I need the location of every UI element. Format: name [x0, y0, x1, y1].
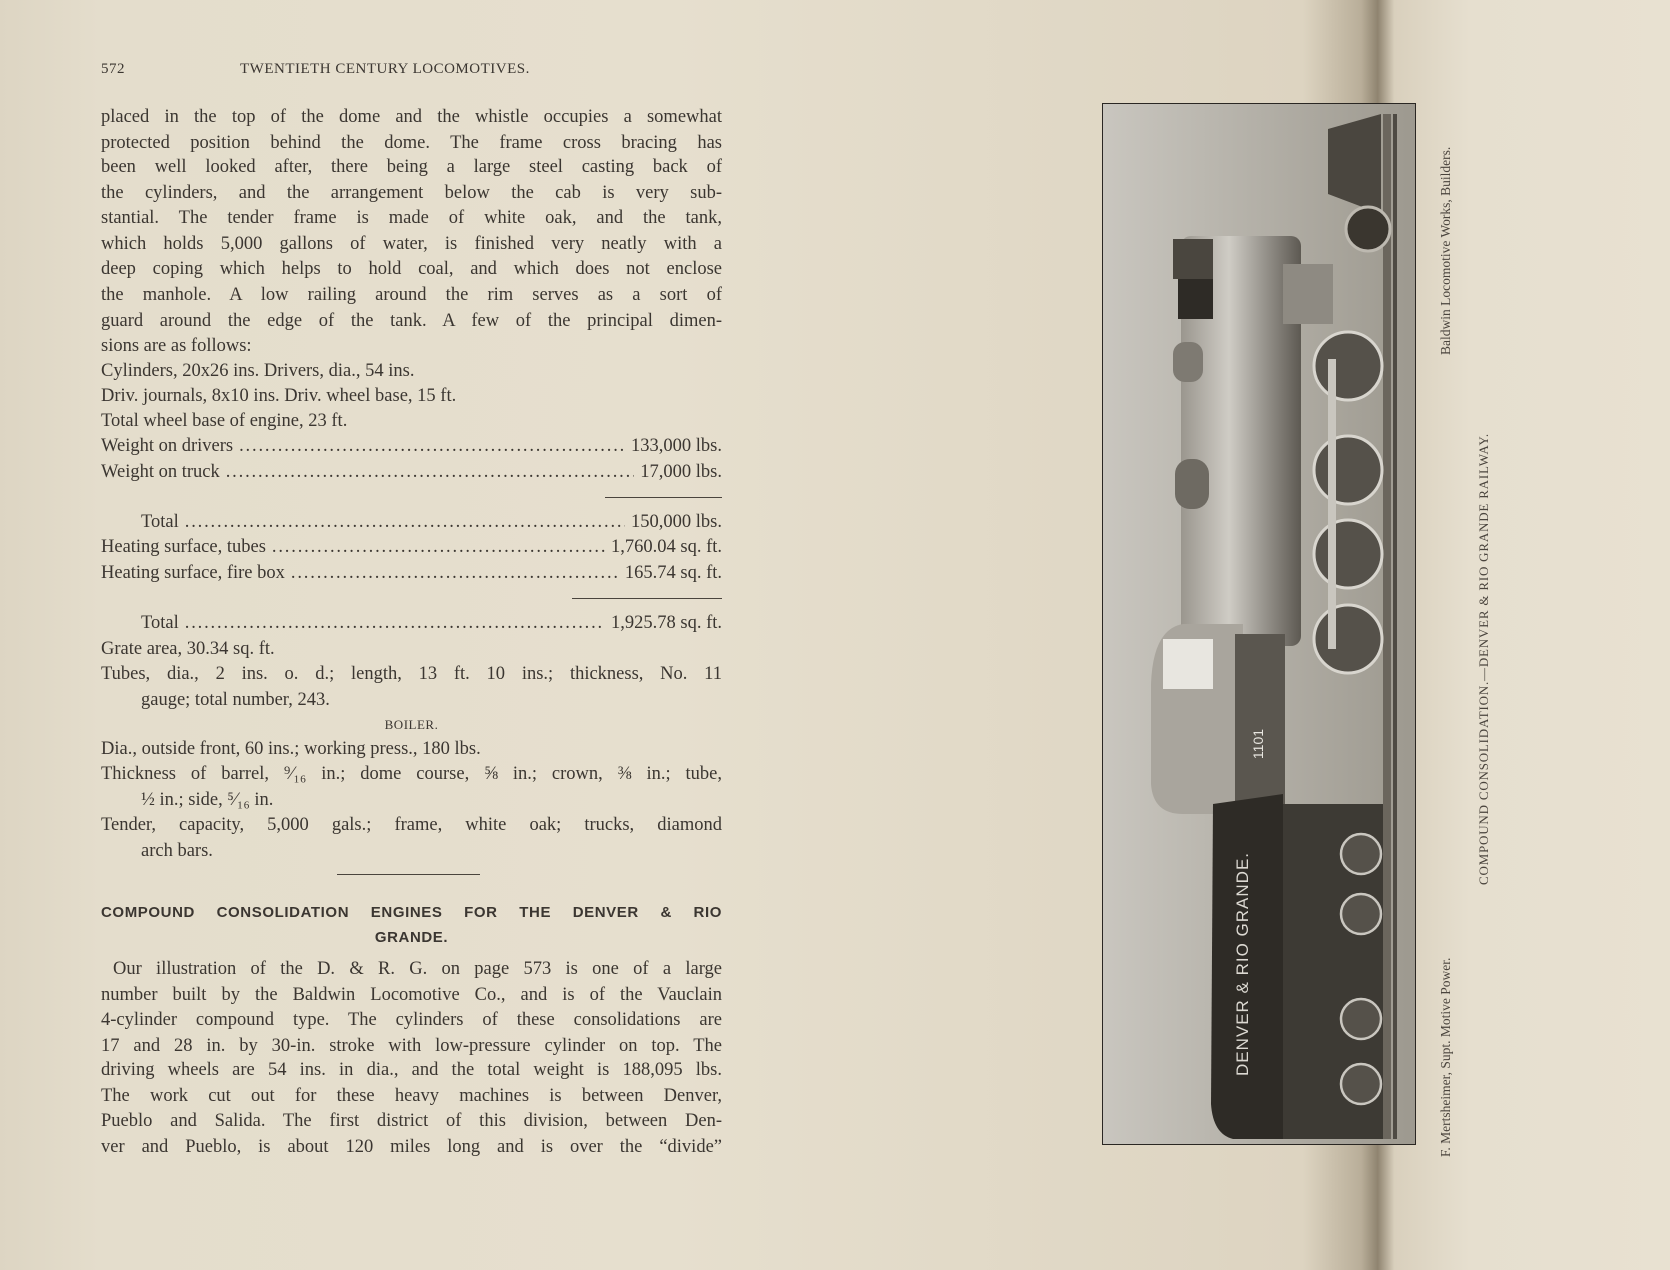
text-line: Grate area, 30.34 sq. ft. — [101, 639, 275, 659]
cab-number: 1101 — [1250, 728, 1266, 760]
text-line: driving wheels are 54 ins. in dia., and the total weight is 188,095 lbs. — [101, 1060, 722, 1080]
text-line: the manhole. A low railing around the rim serves as a sort of — [101, 285, 722, 305]
row-value: 150,000 lbs. — [631, 512, 722, 532]
locomotive-photo — [1102, 103, 1416, 1145]
caption-title: COMPOUND CONSOLIDATION.—DENVER & RIO GRANDE RAILWAY. — [1476, 433, 1491, 885]
text-line: stantial. The tender frame is made of white oak, and the tank, — [101, 208, 722, 228]
heating-row — [101, 536, 722, 558]
text-line: Our illustration of the D. & R. G. on page 573 is one of a large — [113, 959, 722, 979]
tender-lettering: DENVER & RIO GRANDE. — [1233, 851, 1252, 1077]
text-line: deep coping which helps to hold coal, and which does not enclose — [101, 259, 722, 279]
row-value: 1,760.04 sq. ft. — [611, 537, 722, 557]
dot-leader — [272, 536, 605, 558]
dot-leader — [239, 435, 625, 457]
dimension-line: Total wheel base of engine, 23 ft. — [101, 411, 348, 431]
dimension-line: Cylinders, 20x26 ins. Drivers, dia., 54 ins. — [101, 361, 415, 381]
text-line: The work cut out for these heavy machines is between Denver, — [101, 1086, 722, 1106]
locomotive-illustration — [1103, 104, 1415, 1144]
cylinders — [1283, 264, 1333, 324]
text-line: 17 and 28 in. by 30-in. stroke with low-pressure cylinder on top. The — [101, 1036, 722, 1056]
text-line: which holds 5,000 gallons of water, is finished very neatly with a — [101, 234, 722, 254]
heating-row — [101, 562, 722, 584]
row-label: Weight on drivers — [101, 436, 234, 456]
sand-dome — [1173, 342, 1203, 382]
weight-row — [101, 461, 722, 483]
text-line: Dia., outside front, 60 ins.; working press., 180 lbs. — [101, 739, 481, 759]
weight-total-row — [141, 511, 722, 533]
text-line: gauge; total number, 243. — [141, 690, 330, 710]
dot-leader — [185, 511, 625, 533]
text-line: been well looked after, there being a large steel casting back of — [101, 157, 722, 177]
dot-leader — [291, 562, 619, 584]
boiler-heading: BOILER. — [384, 717, 439, 732]
caption-superintendent: F. Mertsheimer, Supt. Motive Power. — [1438, 957, 1453, 1157]
dot-leader — [226, 461, 635, 483]
smokestack — [1178, 279, 1213, 319]
running-head: TWENTIETH CENTURY LOCOMOTIVES. — [240, 61, 530, 77]
text-line: Thickness of barrel, ⁹⁄₁₆ in.; dome course, ⅝ in.; crown, ⅜ in.; tube, — [101, 764, 722, 784]
text-line: arch bars. — [141, 841, 213, 861]
text-line: Pueblo and Salida. The first district of this division, between Den- — [101, 1111, 722, 1131]
text-line: placed in the top of the dome and the whistle occupies a somewhat — [101, 107, 722, 127]
dot-leader — [185, 612, 605, 634]
text-line: protected position behind the dome. The frame cross bracing has — [101, 133, 722, 153]
text-line: Tubes, dia., 2 ins. o. d.; length, 13 ft. 10 ins.; thickness, No. 11 — [101, 664, 722, 684]
sum-rule — [572, 598, 722, 599]
row-value: 1,925.78 sq. ft. — [611, 613, 722, 633]
text-line: 4-cylinder compound type. The cylinders of these consolidations are — [101, 1010, 722, 1030]
text-line: the cylinders, and the arrangement below the cab is very sub- — [101, 183, 722, 203]
text-line: sions are as follows: — [101, 336, 252, 356]
heating-total-row — [141, 612, 722, 634]
text-line: number built by the Baldwin Locomotive Co., and is of the Vauclain — [101, 985, 722, 1005]
sum-rule — [605, 497, 722, 498]
row-label: Total — [141, 613, 179, 633]
row-label: Heating surface, fire box — [101, 563, 285, 583]
text-line: ½ in.; side, ⁵⁄₁₆ in. — [141, 790, 274, 810]
dimension-line: Driv. journals, 8x10 ins. Driv. wheel base, 15 ft. — [101, 386, 457, 406]
row-label: Total — [141, 512, 179, 532]
caption-builders: Baldwin Locomotive Works, Builders. — [1438, 146, 1453, 355]
rail — [1383, 114, 1391, 1139]
section-divider — [337, 874, 480, 875]
steam-dome — [1175, 459, 1209, 509]
row-value: 133,000 lbs. — [631, 436, 722, 456]
weight-row — [101, 435, 722, 457]
page-number: 572 — [101, 61, 125, 77]
row-value: 17,000 lbs. — [640, 462, 722, 482]
row-value: 165.74 sq. ft. — [624, 563, 722, 583]
text-line: guard around the edge of the tank. A few of the principal dimen- — [101, 311, 722, 331]
row-label: Heating surface, tubes — [101, 537, 266, 557]
section-heading: COMPOUND CONSOLIDATION ENGINES FOR THE DENVER & RIO — [101, 904, 722, 921]
section-heading: GRANDE. — [374, 929, 449, 946]
text-line: Tender, capacity, 5,000 gals.; frame, white oak; trucks, diamond — [101, 815, 722, 835]
text-line: ver and Pueblo, is about 120 miles long and is over the “divide” — [101, 1137, 722, 1157]
row-label: Weight on truck — [101, 462, 220, 482]
